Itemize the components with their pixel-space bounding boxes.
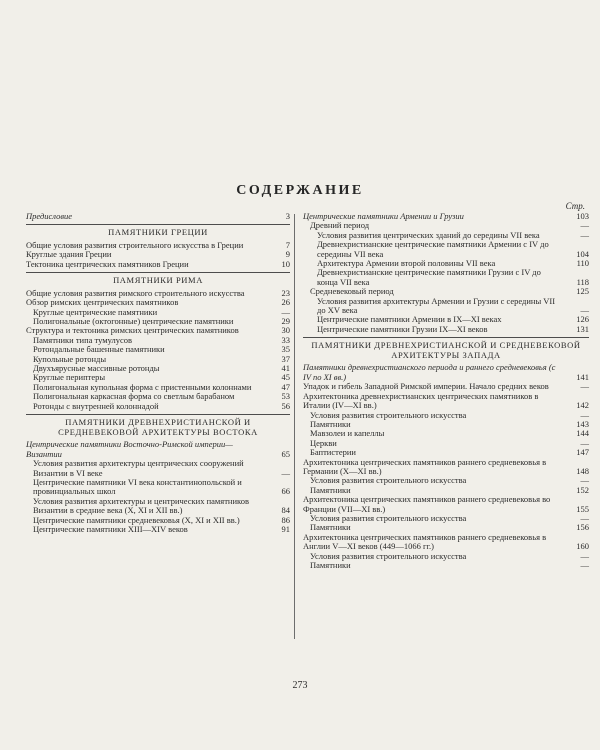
toc-entry-title: Центрические памятники Армении и Грузии: [303, 211, 464, 221]
toc-entry-page: 103: [576, 211, 589, 221]
toc-entry-title: Предисловие: [26, 211, 73, 221]
toc-entry-page: 155: [576, 503, 589, 514]
column-divider: [294, 214, 295, 639]
toc-entry-title: Тектоника центрических памятников Греции: [26, 258, 189, 269]
toc-entry-title: Памятники: [310, 560, 351, 570]
toc-entry-page: —: [580, 220, 589, 231]
toc-entry-title: Церкви: [310, 437, 337, 448]
toc-entry-title: Круглые центрические памятники: [33, 306, 158, 317]
toc-entry-title: Баптистерии: [310, 447, 356, 458]
toc-entry-page: 152: [576, 484, 589, 495]
toc-entry-title: Условия развития строительного искусства: [310, 550, 467, 561]
toc-entry-title: Структура и тектоника римских центрических памятников: [26, 325, 239, 336]
toc-entry-page: 104: [576, 248, 589, 259]
toc-entry[interactable]: [303, 561, 589, 570]
toc-entry-page: —: [580, 550, 589, 561]
toc-entry[interactable]: [26, 402, 290, 411]
toc-entry-page: —: [281, 467, 290, 478]
toc-entry-title: Архитектоника центрических памятников раннего средневековья в Германии (X—XI вв.): [303, 456, 547, 476]
toc-entry-page: 91: [281, 523, 290, 534]
toc-entry-title: Памятники: [310, 522, 351, 533]
left-column: [26, 212, 290, 534]
toc-entry-page: —: [580, 512, 589, 523]
toc-entry-title: Центрические памятники средневековья (X, XI и XII вв.): [33, 514, 240, 525]
toc-entry-title: Памятники типа тумулусов: [33, 334, 133, 345]
toc-entry[interactable]: [303, 392, 589, 411]
toc-entry-page: 66: [281, 486, 290, 497]
toc-entry[interactable]: [26, 212, 290, 221]
page-title: СОДЕРЖАНИЕ: [236, 183, 364, 198]
toc-entry-page: 53: [281, 391, 290, 402]
toc-entry-page: —: [580, 475, 589, 486]
toc-entry-title: Общие условия развития строительного искусства в Греции: [26, 240, 244, 250]
toc-entry-page: 23: [281, 287, 290, 298]
toc-entry-page: —: [580, 381, 589, 392]
section-heading: ПАМЯТНИКИ ДРЕВНЕХРИСТИАНСКОЙ И СРЕДНЕВЕКОВОЙ АРХИТЕКТУРЫ ВОСТОКА: [26, 414, 290, 437]
toc-entry-title: Условия развития архитектуры Армении и Грузии с середины VII до XV века: [317, 295, 556, 316]
toc-entry-title: Памятники древнехристианского периода и раннего средневековья (с IV по XI вв.): [303, 362, 556, 382]
toc-entry[interactable]: [26, 459, 290, 478]
toc-entry-title: Условия развития строительного искусства: [310, 475, 467, 486]
toc-entry-title: Двухъярусные массивные ротонды: [33, 363, 160, 374]
toc-entry-title: Памятники: [310, 484, 351, 495]
toc-entry-title: Архитектура Армении второй половины VII века: [317, 258, 496, 269]
section-heading: ПАМЯТНИКИ РИМА: [26, 272, 290, 286]
toc-entry-page: 126: [576, 314, 589, 325]
toc-entry-title: Упадок и гибель Западной Римской империи. Начало средних веков: [303, 381, 549, 392]
toc-entry-title: Полигональная каркасная форма со светлым барабаном: [33, 391, 235, 402]
toc-entry-page: 56: [281, 400, 290, 411]
toc-entry-page: 86: [281, 514, 290, 525]
toc-entry-title: Условия развития центрических зданий до середины VII века: [317, 229, 540, 240]
toc-entry-page: 144: [576, 428, 589, 439]
toc-entry-title: Центрические памятники Восточно-Римской империи—Византии: [26, 439, 233, 459]
toc-entry[interactable]: [303, 240, 589, 259]
toc-entry-title: Памятники: [310, 418, 351, 429]
toc-entry-page: 33: [281, 334, 290, 345]
toc-entry-title: Архитектоника древнехристианских центрических памятников в Италии (IV—XI вв.): [303, 390, 539, 411]
toc-entry-page: 110: [576, 258, 589, 269]
toc-entry-title: Древнехристианские центрические памятники Грузии с IV до конца VII века: [317, 267, 541, 287]
toc-entry-page: 156: [576, 522, 589, 533]
toc-entry[interactable]: [26, 525, 290, 534]
toc-entry-title: Ротондальные башенные памятники: [33, 344, 165, 355]
toc-entry-page: 35: [281, 344, 290, 355]
section-heading: ПАМЯТНИКИ ГРЕЦИИ: [26, 224, 290, 238]
toc-entry-title: Условия развития архитектуры центрических сооружений Византии в VI веке: [33, 458, 244, 478]
toc-entry-title: Средневековый период: [310, 286, 394, 297]
toc-entry-title: Обзор римских центрических памятников: [26, 297, 179, 308]
page-number: 273: [292, 680, 308, 691]
toc-entry-page: 26: [281, 297, 290, 308]
toc-entry-title: Центрические памятники XIII—XIV веков: [33, 523, 188, 534]
toc-entry-page: 47: [281, 381, 290, 392]
toc-entry-title: Ротонды с внутренней колоннадой: [33, 400, 159, 411]
toc-entry-title: Полигональная купольная форма с пристенными колоннами: [33, 381, 252, 392]
toc-entry-page: 10: [281, 258, 290, 269]
toc-entry-page: 125: [576, 286, 589, 297]
toc-entry-title: Центрические памятники Грузии IX—XI веков: [317, 323, 488, 334]
toc-entry[interactable]: [303, 325, 589, 334]
toc-entry-title: Древний период: [310, 220, 370, 231]
toc-entry[interactable]: [303, 495, 589, 514]
toc-entry-page: —: [580, 409, 589, 420]
toc-entry-title: Центрические памятники VI века константинопольской и провинциальных школ: [33, 476, 242, 497]
toc-entry-page: —: [580, 437, 589, 448]
toc-entry[interactable]: [26, 440, 290, 459]
toc-entry-page: 9: [285, 249, 290, 260]
toc-entry-page: 41: [281, 363, 290, 374]
toc-entry-title: Условия развития архитектуры и центрических памятников Византии в средние века (X, XI и XII вв.): [33, 495, 249, 516]
toc-entry[interactable]: [26, 497, 290, 516]
toc-entry[interactable]: [303, 297, 589, 316]
toc-entry[interactable]: [303, 429, 589, 438]
toc-entry-title: Архитектоника центрических памятников раннего средневековья в Англии V—XI веков (449—1066 гг.): [303, 531, 547, 552]
toc-entry-title: Мавзолеи и капеллы: [310, 428, 385, 439]
toc-entry-title: Круглые здания Греции: [26, 249, 112, 260]
toc-entry[interactable]: [26, 260, 290, 269]
toc-entry-title: Центрические памятники Армении в IX—XI веках: [317, 314, 502, 325]
toc-entry-page: 65: [281, 448, 290, 459]
toc-entry-page: 118: [576, 276, 589, 287]
right-column: [303, 212, 589, 570]
toc-entry-title: Условия развития строительного искусства: [310, 512, 467, 523]
section-heading: ПАМЯТНИКИ ДРЕВНЕХРИСТИАНСКОЙ И СРЕДНЕВЕКОВОЙ АРХИТЕКТУРЫ ЗАПАДА: [303, 337, 589, 360]
toc-entry[interactable]: [303, 268, 589, 287]
toc-entry-title: Купольные ротонды: [33, 353, 107, 364]
toc-entry-page: —: [580, 305, 589, 316]
toc-entry-page: —: [281, 306, 290, 317]
toc-entry-page: 142: [576, 400, 589, 411]
toc-entry-title: Архитектоника центрических памятников раннего средневековья во Франции (VII—XI вв.): [303, 494, 551, 514]
toc-entry-page: —: [580, 560, 589, 570]
toc-entry-page: —: [580, 229, 589, 240]
toc-entry-page: 37: [281, 353, 290, 364]
toc-entry-title: Древнехристианские центрические памятники Армении с IV до середины VII века: [317, 239, 549, 259]
toc-entry-title: Условия развития строительного искусства: [310, 409, 467, 420]
toc-entry-page: 45: [281, 372, 290, 383]
toc-entry-page: 29: [281, 316, 290, 327]
page-column-label: Стр.: [565, 201, 585, 211]
toc-entry-page: 30: [281, 325, 290, 336]
toc-entry-page: 147: [576, 447, 589, 458]
toc-entry-page: 84: [281, 505, 290, 516]
toc-entry-page: 160: [576, 541, 589, 552]
toc-entry[interactable]: [303, 533, 589, 552]
toc-entry-page: 143: [576, 418, 589, 429]
toc-entry[interactable]: [303, 363, 589, 382]
toc-entry[interactable]: [26, 478, 290, 497]
toc-entry-page: 148: [576, 465, 589, 476]
toc-entry-title: Общие условия развития римского строительного искусства: [26, 287, 245, 298]
toc-entry[interactable]: [303, 458, 589, 477]
toc-entry-page: 141: [576, 371, 589, 382]
toc-entry-page: 131: [576, 323, 589, 334]
toc-entry-page: 7: [285, 240, 290, 250]
toc-entry-page: 3: [285, 211, 290, 221]
toc-entry-title: Полигональные (октогонные) центрические памятники: [33, 316, 234, 327]
toc-entry-title: Круглые периптеры: [33, 372, 106, 383]
